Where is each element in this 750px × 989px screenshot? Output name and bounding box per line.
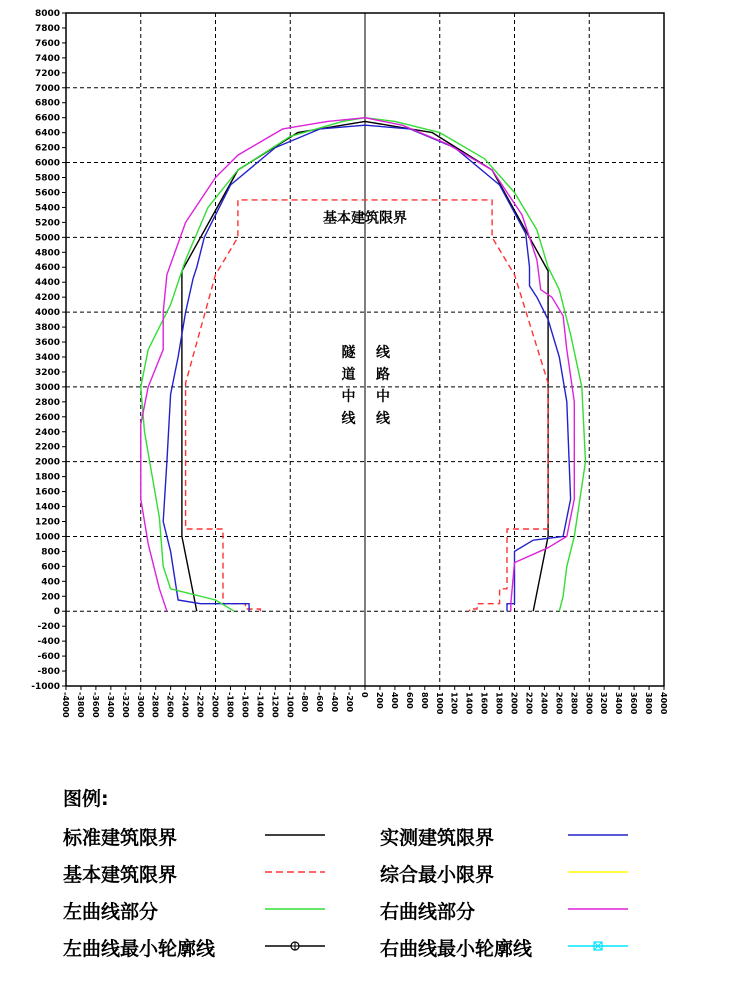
y-tick-label: 3800 bbox=[34, 323, 60, 334]
x-tick-label: -1200 bbox=[270, 692, 280, 718]
y-tick-label: 7600 bbox=[34, 38, 60, 49]
x-tick-label: 4000 bbox=[659, 692, 668, 715]
y-tick-label: 1400 bbox=[34, 502, 60, 513]
y-tick-label: 1600 bbox=[34, 487, 60, 498]
x-tick-label: 3600 bbox=[629, 692, 639, 715]
x-tick-label: -2000 bbox=[210, 692, 220, 718]
y-tick-label: 3000 bbox=[34, 382, 60, 393]
x-tick-label: -3400 bbox=[105, 692, 115, 718]
x-tick-label: 2200 bbox=[524, 692, 534, 715]
y-tick-label: 3200 bbox=[34, 367, 60, 378]
x-tick-label: -400 bbox=[330, 692, 340, 713]
y-tick-label: 4600 bbox=[34, 263, 60, 274]
x-tick-label: 200 bbox=[374, 692, 384, 709]
legend-swatch bbox=[568, 864, 628, 880]
x-tick-label: 3000 bbox=[584, 692, 594, 715]
x-tick-label: 2800 bbox=[569, 692, 579, 715]
x-tick-label: -2400 bbox=[180, 692, 190, 718]
x-tick-label: 2600 bbox=[554, 692, 564, 715]
y-tick-label: 400 bbox=[41, 577, 60, 588]
x-tick-label: 800 bbox=[419, 692, 429, 709]
y-tick-label: 3400 bbox=[34, 352, 60, 363]
y-tick-label: 800 bbox=[41, 547, 60, 558]
y-tick-label: -800 bbox=[37, 667, 60, 678]
y-tick-label: 2400 bbox=[34, 427, 60, 438]
legend-swatch bbox=[265, 901, 325, 917]
y-tick-label: -200 bbox=[37, 622, 60, 633]
y-tick-label: 8000 bbox=[34, 9, 60, 19]
x-tick-label: 400 bbox=[389, 692, 399, 709]
y-tick-label: 6000 bbox=[34, 158, 60, 169]
y-tick-label: 5200 bbox=[34, 218, 60, 229]
y-tick-label: -400 bbox=[37, 637, 60, 648]
x-tick-label: -3200 bbox=[120, 692, 130, 718]
y-tick-label: 4200 bbox=[34, 293, 60, 304]
y-tick-label: 6400 bbox=[34, 128, 60, 139]
x-tick-label: -2800 bbox=[150, 692, 160, 718]
annotation-label: 中 bbox=[375, 388, 390, 405]
annotation-label: 线 bbox=[375, 344, 390, 361]
y-tick-label: 5600 bbox=[34, 188, 60, 199]
legend-label: 左曲线最小轮廓线 bbox=[63, 938, 216, 960]
legend-label: 实测建筑限界 bbox=[380, 827, 495, 849]
y-tick-label: 1200 bbox=[34, 517, 60, 528]
y-tick-label: 2800 bbox=[34, 397, 60, 408]
x-tick-label: 2400 bbox=[539, 692, 549, 715]
legend-label: 标准建筑限界 bbox=[63, 827, 178, 849]
y-tick-label: 7400 bbox=[34, 53, 60, 64]
y-tick-label: 7000 bbox=[34, 83, 60, 94]
y-tick-label: 0 bbox=[53, 607, 60, 618]
legend-label: 基本建筑限界 bbox=[63, 864, 178, 886]
x-tick-label: 1000 bbox=[434, 692, 444, 715]
x-tick-label: 3200 bbox=[599, 692, 609, 715]
x-tick-label: -1800 bbox=[225, 692, 235, 718]
y-tick-label: 200 bbox=[41, 592, 60, 603]
x-tick-label: -600 bbox=[315, 692, 325, 713]
y-tick-label: -600 bbox=[37, 652, 60, 663]
x-tick-label: 1600 bbox=[479, 692, 489, 715]
y-tick-label: 2200 bbox=[34, 442, 60, 453]
legend-label: 右曲线最小轮廓线 bbox=[380, 938, 533, 960]
legend-swatch bbox=[568, 901, 628, 917]
y-tick-label: 5800 bbox=[34, 173, 60, 184]
y-tick-label: 5400 bbox=[34, 203, 60, 214]
y-tick-label: 600 bbox=[41, 562, 60, 573]
y-tick-label: 6800 bbox=[34, 98, 60, 109]
annotation-label: 线 bbox=[341, 410, 356, 427]
x-tick-label: 600 bbox=[404, 692, 414, 709]
y-tick-label: -1000 bbox=[31, 682, 60, 692]
legend-swatch bbox=[265, 827, 325, 843]
x-tick-label: -200 bbox=[345, 692, 355, 713]
x-tick-label: -1600 bbox=[240, 692, 250, 718]
legend-swatch bbox=[265, 864, 325, 880]
annotation-label: 道 bbox=[341, 366, 356, 383]
x-tick-label: 3400 bbox=[614, 692, 624, 715]
legend-title: 图例: bbox=[63, 788, 109, 810]
x-tick-label: 1200 bbox=[449, 692, 459, 715]
y-tick-label: 2600 bbox=[34, 412, 60, 423]
annotation-label: 中 bbox=[341, 388, 356, 405]
x-tick-label: -800 bbox=[300, 692, 310, 713]
annotation-label: 隧 bbox=[341, 344, 356, 361]
legend-swatch bbox=[568, 827, 628, 843]
y-tick-label: 1000 bbox=[34, 532, 60, 543]
x-tick-label: 1400 bbox=[464, 692, 474, 715]
x-tick-label: -3000 bbox=[135, 692, 145, 718]
x-tick-label: -1000 bbox=[285, 692, 295, 718]
annotation-label: 路 bbox=[375, 366, 390, 383]
x-tick-label: 3800 bbox=[644, 692, 654, 715]
x-tick-label: -2600 bbox=[165, 692, 175, 718]
x-tick-label: 1800 bbox=[494, 692, 504, 715]
legend-label: 右曲线部分 bbox=[380, 901, 476, 923]
legend-swatch bbox=[568, 938, 628, 954]
y-tick-label: 6200 bbox=[34, 143, 60, 154]
legend-label: 左曲线部分 bbox=[63, 901, 159, 923]
y-tick-label: 7200 bbox=[34, 68, 60, 79]
y-tick-label: 6600 bbox=[34, 113, 60, 124]
x-tick-label: -1400 bbox=[255, 692, 265, 718]
legend-label: 综合最小限界 bbox=[380, 864, 495, 886]
x-tick-label: -4000 bbox=[61, 692, 70, 718]
y-tick-label: 2000 bbox=[34, 457, 60, 468]
y-tick-label: 5000 bbox=[34, 233, 60, 244]
legend-swatch bbox=[265, 938, 325, 954]
x-tick-label: 2000 bbox=[509, 692, 519, 715]
x-tick-label: -3600 bbox=[90, 692, 100, 718]
annotation-label: 线 bbox=[375, 410, 390, 427]
x-tick-label: -2200 bbox=[195, 692, 205, 718]
y-tick-label: 7800 bbox=[34, 23, 60, 34]
y-tick-label: 3600 bbox=[34, 338, 60, 349]
annotation-label: 基本建筑限界 bbox=[323, 210, 407, 227]
y-tick-label: 4000 bbox=[34, 308, 60, 319]
x-tick-label: 0 bbox=[360, 692, 369, 698]
y-tick-label: 4800 bbox=[34, 248, 60, 259]
y-tick-label: 4400 bbox=[34, 278, 60, 289]
y-tick-label: 1800 bbox=[34, 472, 60, 483]
x-tick-label: -3800 bbox=[75, 692, 85, 718]
